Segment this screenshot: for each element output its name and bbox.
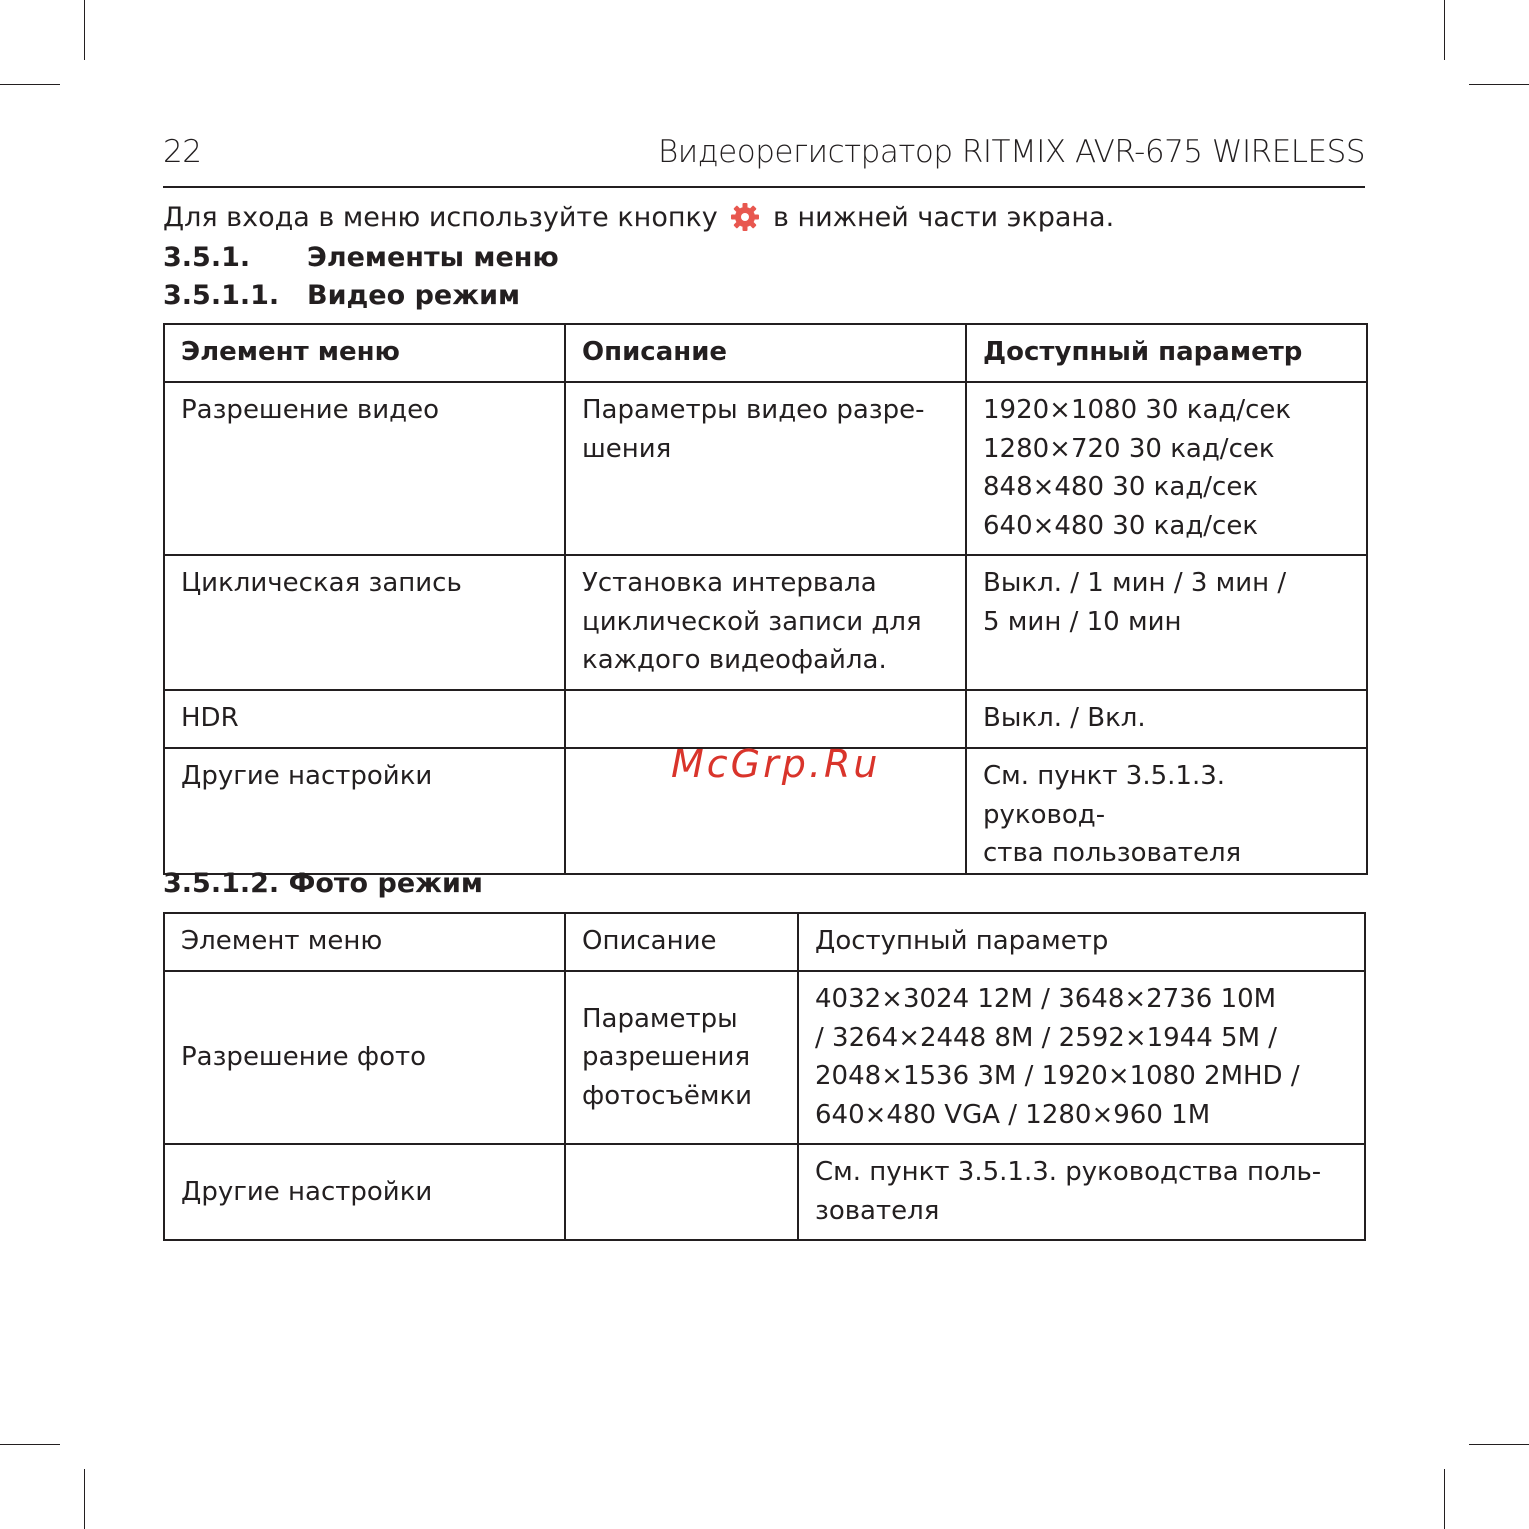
section-title: Видео режим [307,280,521,311]
table-cell: Циклическая запись [164,555,565,690]
table-cell: См. пункт 3.5.1.3. руководства поль- зователя [798,1144,1365,1240]
table-row [164,382,1367,555]
section-title: Элементы меню [307,242,559,273]
table-row [164,971,1365,1144]
column-header: Элемент меню [164,324,565,382]
crop-mark [1469,84,1529,85]
table-row [164,690,1367,748]
column-header: Описание [565,913,798,971]
table-row [164,1144,1365,1240]
table-cell: Разрешение фото [164,971,565,1144]
intro-text-after: в нижней части экрана. [772,202,1115,233]
section-heading-menu-items [163,242,559,273]
section-heading-video-mode [163,280,520,311]
intro-paragraph [163,202,1114,233]
crop-mark [1444,1469,1445,1529]
table-cell: Установка интервала циклической записи для каждого видеофайла. [565,555,966,690]
watermark: McGrp.Ru [671,742,881,786]
column-header: Элемент меню [164,913,565,971]
crop-mark [0,84,60,85]
table-cell [565,690,966,748]
table-cell: HDR [164,690,565,748]
table-cell: Выкл. / Вкл. [966,690,1367,748]
table-cell: См. пункт 3.5.1.3. руковод- ства пользователя [966,748,1367,874]
table-cell: Параметры видео разре- шения [565,382,966,555]
table-cell: Другие настройки [164,748,565,874]
crop-mark [1444,0,1445,60]
page-number: 22 [163,134,202,170]
table-row [164,555,1367,690]
section-heading-photo-mode: 3.5.1.2. Фото режим [163,868,483,899]
crop-mark [84,1469,85,1529]
table-header-row [164,913,1365,971]
running-title: Видеорегистратор RITMIX AVR-675 WIRELESS [657,134,1365,170]
crop-mark [84,0,85,60]
crop-mark [1469,1444,1529,1445]
intro-text-before: Для входа в меню используйте кнопку [163,202,718,233]
video-mode-table [163,323,1368,875]
table-cell: Разрешение видео [164,382,565,555]
column-header: Доступный параметр [798,913,1365,971]
table-header-row [164,324,1367,382]
section-number: 3.5.1. [163,242,251,273]
crop-mark [0,1444,60,1445]
column-header: Описание [565,324,966,382]
table-cell: Выкл. / 1 мин / 3 мин / 5 мин / 10 мин [966,555,1367,690]
gear-icon [730,202,760,232]
table-cell: 4032×3024 12M / 3648×2736 10M / 3264×2448 8M / 2592×1944 5M / 2048×1536 3M / 1920×1080 2MHD / 640×480 VGA / 1280×960 1M [798,971,1365,1144]
table-cell: Параметры разрешения фотосъёмки [565,971,798,1144]
table-cell [565,1144,798,1240]
page-header [163,128,1365,188]
table-cell: Другие настройки [164,1144,565,1240]
column-header: Доступный параметр [966,324,1367,382]
section-number: 3.5.1.1. [163,280,280,311]
photo-mode-table [163,912,1366,1241]
table-cell: 1920×1080 30 кад/сек 1280×720 30 кад/сек 848×480 30 кад/сек 640×480 30 кад/сек [966,382,1367,555]
